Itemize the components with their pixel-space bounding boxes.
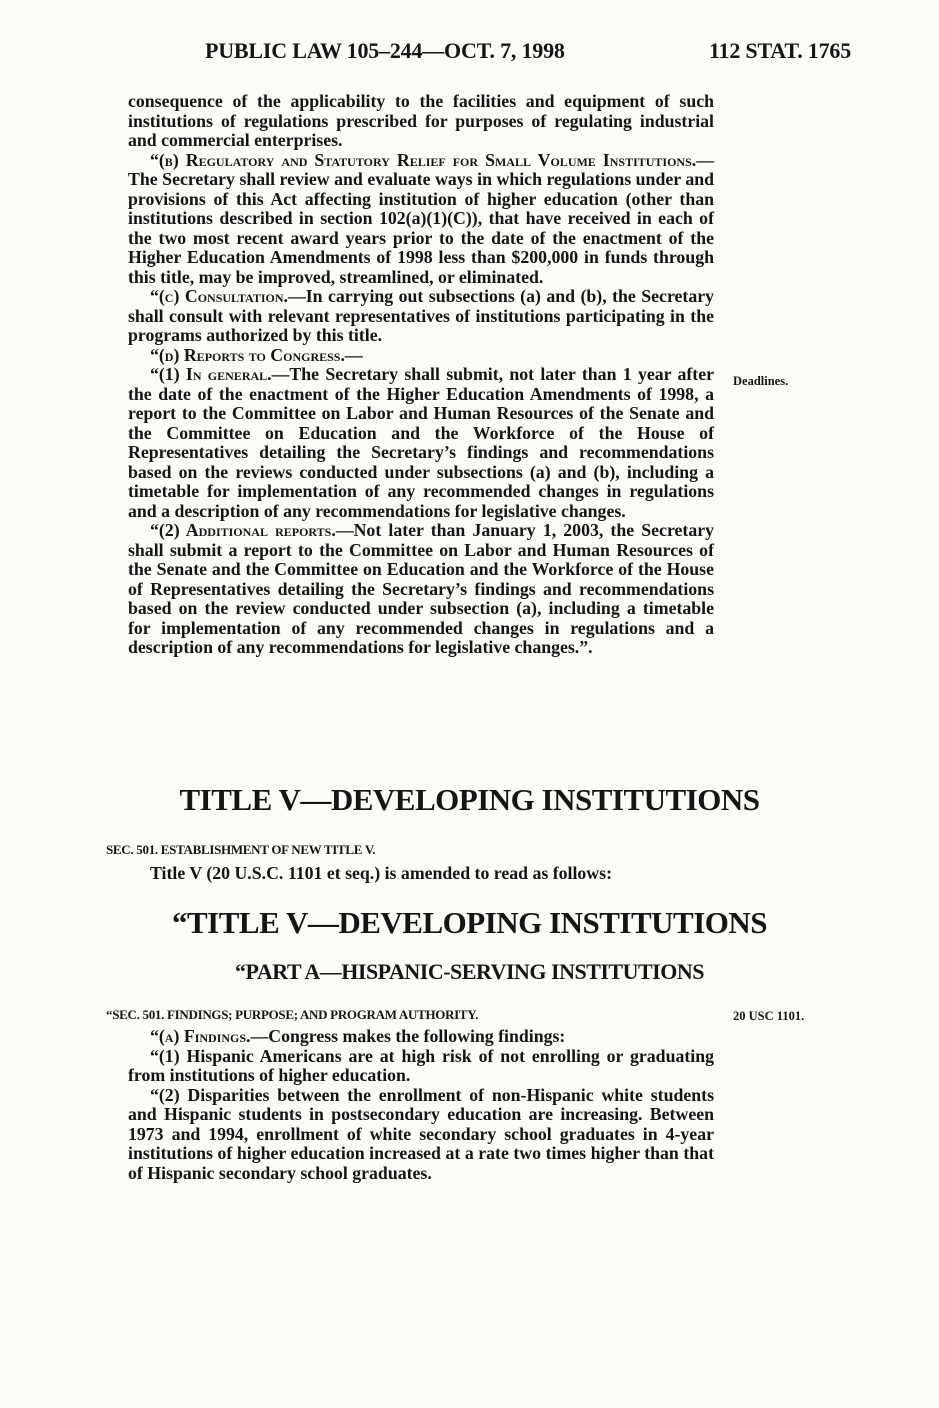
margin-note-deadlines: Deadlines. bbox=[733, 374, 789, 388]
subsection-c-heading: “(c) Consultation. bbox=[150, 286, 288, 306]
section-501-text-block bbox=[128, 864, 714, 884]
findings-block bbox=[128, 1027, 714, 1183]
paragraph-subsection-c bbox=[128, 287, 714, 346]
findings-intro bbox=[128, 1027, 714, 1047]
margin-note-usc: 20 USC 1101. bbox=[733, 1009, 805, 1023]
d2-heading: “(2) Additional reports. bbox=[150, 520, 336, 540]
paragraph-subsection-b bbox=[128, 151, 714, 288]
subsection-d-heading: “(d) Reports to Congress.— bbox=[150, 344, 363, 365]
subsection-b-body: —The Secretary shall review and evaluate ways in which regulations under and provisions of this Act affecting institution of higher education (other than institutions described in section 102(a)(1)(C)), that have received in each of the two most recent award years prior to the date of the enactment of the Higher Education Amendments of 1998 less than $200,000 in funds through this title, may be improved, streamlined, or eliminated. bbox=[128, 149, 714, 287]
quoted-section-501-heading: “SEC. 501. FINDINGS; PURPOSE; AND PROGRAM AUTHORITY. bbox=[106, 1007, 479, 1022]
finding-1: “(1) Hispanic Americans are at high risk of not enrolling or graduating from institutions of higher education. bbox=[128, 1045, 714, 1085]
finding-2: “(2) Disparities between the enrollment of non-Hispanic white students and Hispanic students in postsecondary education are increasing. Between 1973 and 1994, enrollment of white secondary school graduates in 4-year institutions of higher education increased at a rate two times higher than that of Hispanic secondary school graduates. bbox=[128, 1084, 714, 1183]
d1-body: —The Secretary shall submit, not later than 1 year after the date of the enactment of the Higher Education Amendments of 1998, a report to the Committee on Labor and Human Resources of the Senate and the Committee on Education and the Workforce of the House of Representatives detailing the Secretary’s findings and recommendations based on the reviews conducted under subsections (a) and (b), including a timetable for implementation of any recommended changes in regulations and a description of any recommendations for legislative changes. bbox=[128, 364, 715, 521]
title-v-heading: TITLE V—DEVELOPING INSTITUTIONS bbox=[179, 782, 760, 817]
section-501-text: Title V (20 U.S.C. 1101 et seq.) is amended to read as follows: bbox=[150, 863, 612, 883]
paragraph-continuation: consequence of the applicability to the facilities and equipment of such institutions of regulations prescribed for purposes of regulating industrial and commercial enterprises. bbox=[128, 91, 714, 150]
findings-intro-body: —Congress makes the following findings: bbox=[250, 1026, 566, 1046]
subsection-c-body: —In carrying out subsections (a) and (b), the Secretary shall consult with relevant representatives of institutions participating in the programs authorized by this title. bbox=[128, 286, 715, 345]
section-501-heading: SEC. 501. ESTABLISHMENT OF NEW TITLE V. bbox=[106, 842, 376, 857]
quoted-title-v-heading: “TITLE V—DEVELOPING INSTITUTIONS bbox=[172, 905, 767, 940]
paragraph-d2 bbox=[128, 521, 714, 658]
running-header-left: PUBLIC LAW 105–244—OCT. 7, 1998 bbox=[205, 38, 565, 63]
part-a-heading: “PART A—HISPANIC-SERVING INSTITUTIONS bbox=[235, 959, 704, 984]
d2-body: —Not later than January 1, 2003, the Secretary shall submit a report to the Committee on Labor and Human Resources of the Senate and the Committee on Education and the Workforce of the House of Representatives detailing the Secretary’s findings and recommendations based on the review conducted under subsection (a), including a timetable for implementation of any recommended changes in regulations and a description of any recommendations for legislative changes.”. bbox=[128, 520, 715, 657]
paragraph-d1 bbox=[128, 365, 714, 521]
findings-heading: “(a) Findings. bbox=[150, 1026, 251, 1046]
paragraph-subsection-d bbox=[128, 346, 714, 366]
top-text-block bbox=[128, 92, 714, 658]
subsection-b-heading: “(b) Regulatory and Statutory Relief for Small Volume Institutions. bbox=[150, 149, 697, 170]
running-header-right: 112 STAT. 1765 bbox=[708, 38, 851, 63]
d1-heading: “(1) In general. bbox=[150, 364, 272, 384]
